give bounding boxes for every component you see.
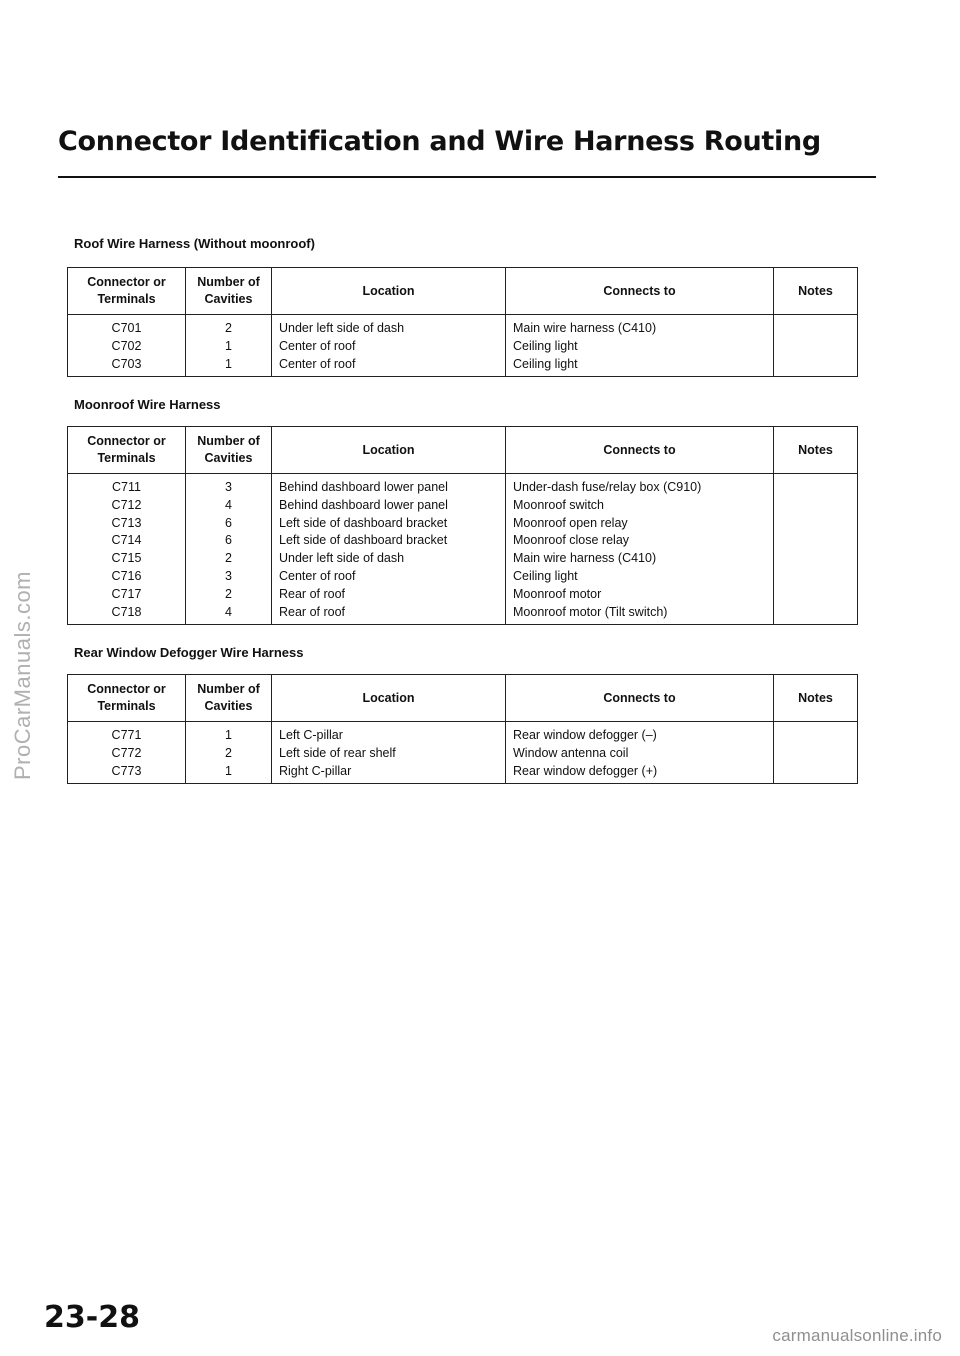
cavities-cell: 3 4 6 6 2 3 2 4 [186,474,272,625]
notes-cell [774,722,858,784]
col-cavities-header: Number of Cavities [186,427,272,474]
connector-cell: C711 C712 C713 C714 C715 C716 C717 C718 [68,474,186,625]
page-number: 23-28 [44,1300,140,1335]
location-cell: Under left side of dash Center of roof Center of roof [272,315,506,377]
col-location-header: Location [272,268,506,315]
col-cavities-header: Number of Cavities [186,268,272,315]
col-connects-to-header: Connects to [506,268,774,315]
table-row [68,722,858,784]
title-rule [58,176,876,178]
col-location-header: Location [272,675,506,722]
moonroof-harness-table [67,426,858,625]
page-title: Connector Identification and Wire Harness Routing [58,126,821,157]
section-title-defogger: Rear Window Defogger Wire Harness [74,645,304,660]
section-title-roof: Roof Wire Harness (Without moonroof) [74,236,315,251]
section-title-moonroof: Moonroof Wire Harness [74,397,221,412]
notes-cell [774,315,858,377]
col-connector-header: Connector or Terminals [68,675,186,722]
connects-to-cell: Rear window defogger (–) Window antenna coil Rear window defogger (+) [506,722,774,784]
col-connector-header: Connector or Terminals [68,427,186,474]
connects-to-cell: Main wire harness (C410) Ceiling light Ceiling light [506,315,774,377]
connector-cell: C701 C702 C703 [68,315,186,377]
table-header-row [68,427,858,474]
cavities-cell: 2 1 1 [186,315,272,377]
connects-to-cell: Under-dash fuse/relay box (C910) Moonroof switch Moonroof open relay Moonroof close relay Main wire harness (C410) Ceiling light Moonroof motor Moonroof motor (Tilt switch) [506,474,774,625]
footer-site: carmanualsonline.info [772,1326,942,1345]
table-row [68,315,858,377]
defogger-harness-table [67,674,858,784]
roof-harness-table [67,267,858,377]
table-header-row [68,675,858,722]
cavities-cell: 1 2 1 [186,722,272,784]
notes-cell [774,474,858,625]
col-location-header: Location [272,427,506,474]
watermark: ProCarManuals.com [10,570,35,780]
col-cavities-header: Number of Cavities [186,675,272,722]
col-connects-to-header: Connects to [506,675,774,722]
col-notes-header: Notes [774,427,858,474]
table-header-row [68,268,858,315]
connector-cell: C771 C772 C773 [68,722,186,784]
col-connects-to-header: Connects to [506,427,774,474]
col-notes-header: Notes [774,675,858,722]
location-cell: Left C-pillar Left side of rear shelf Right C-pillar [272,722,506,784]
col-connector-header: Connector or Terminals [68,268,186,315]
location-cell: Behind dashboard lower panel Behind dashboard lower panel Left side of dashboard bracket Left side of dashboard bracket Under left side of dash Center of roof Rear of roof Rear of roof [272,474,506,625]
table-row [68,474,858,625]
col-notes-header: Notes [774,268,858,315]
